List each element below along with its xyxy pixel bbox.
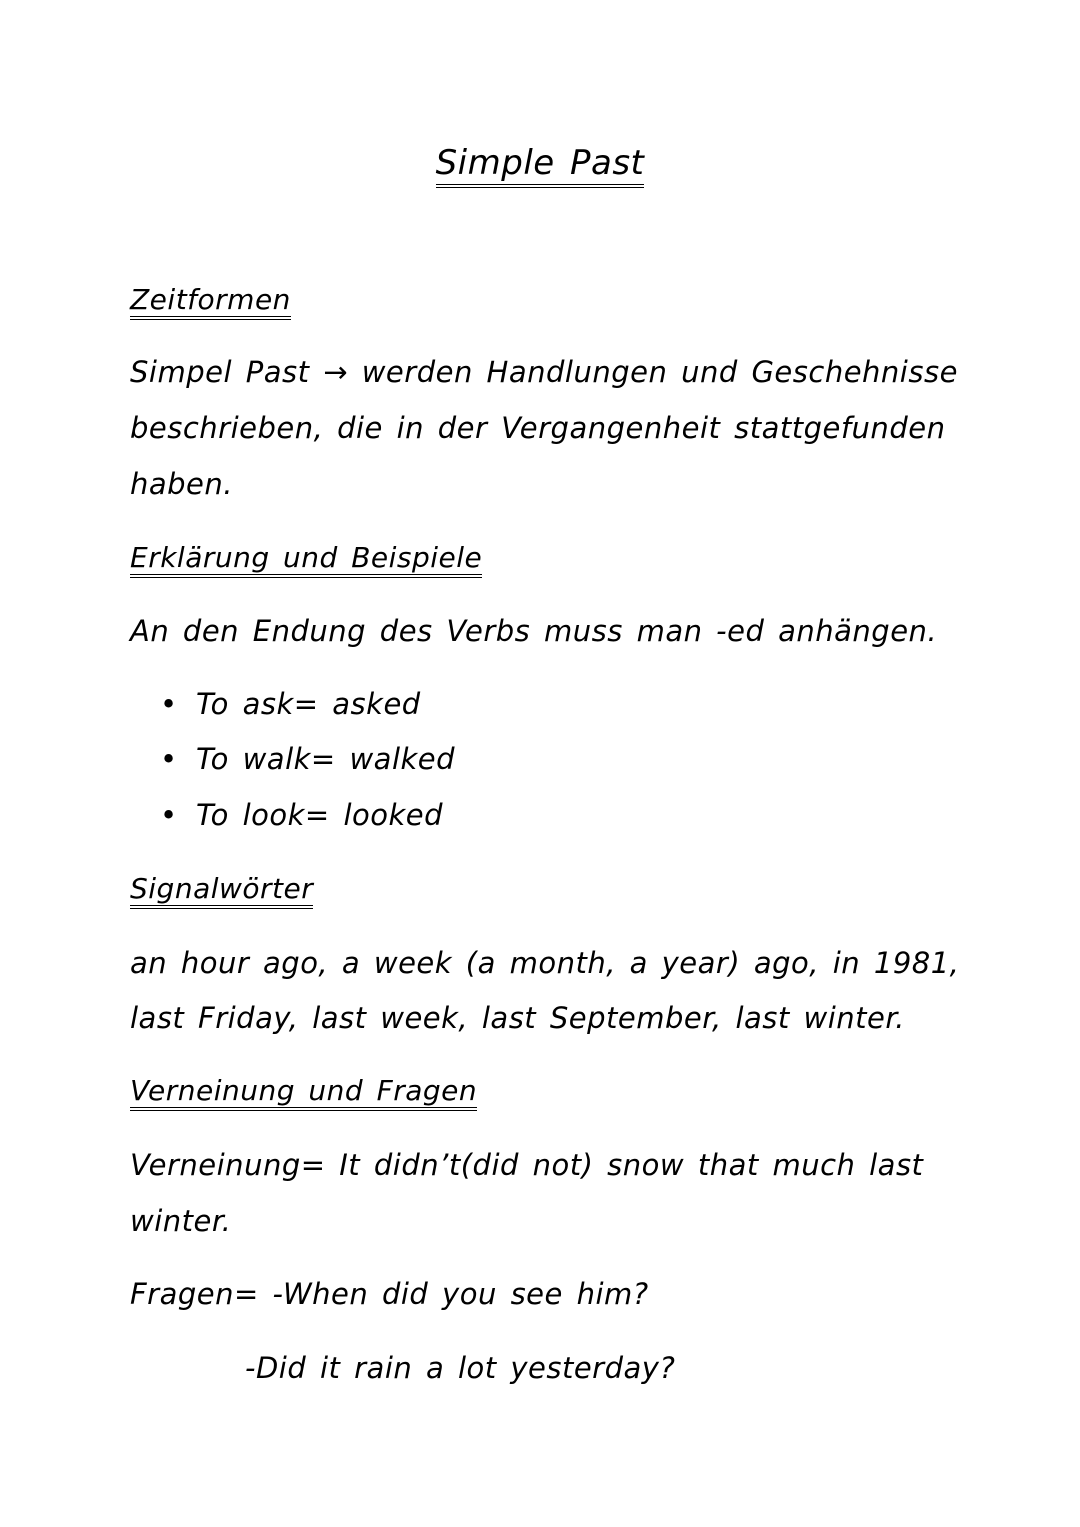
section-heading-zeitformen: Zeitformen — [130, 283, 291, 320]
list-item: • To walk= walked — [160, 742, 456, 776]
text-line: Verneinung= It didn’t(did not) snow that much last — [130, 1148, 924, 1182]
text-line: Simpel Past → werden Handlungen und Geschehnisse — [130, 355, 958, 389]
text-line: last Friday, last week, last September, last winter. — [130, 1001, 905, 1035]
text-line: winter. — [130, 1204, 232, 1238]
text-line: An den Endung des Verbs muss man -ed anhängen. — [130, 614, 938, 648]
section-heading-verneinung: Verneinung und Fragen — [130, 1074, 477, 1111]
page-title — [0, 143, 1080, 188]
page-title-text: Simple Past — [436, 146, 645, 188]
bullet-icon: • — [160, 798, 178, 832]
question-line: -Did it rain a lot yesterday? — [245, 1351, 676, 1385]
text-line: an hour ago, a week (a month, a year) ago, in 1981, — [130, 946, 960, 980]
question-line: Fragen= -When did you see him? — [130, 1277, 649, 1311]
text-line: beschrieben, die in der Vergangenheit stattgefunden — [130, 411, 946, 445]
bullet-icon: • — [160, 687, 178, 721]
list-item: • To ask= asked — [160, 687, 421, 721]
list-item: • To look= looked — [160, 798, 444, 832]
section-heading-erklaerung: Erklärung und Beispiele — [130, 541, 482, 578]
text-line: haben. — [130, 467, 233, 501]
bullet-icon: • — [160, 742, 178, 776]
section-heading-signalwoerter: Signalwörter — [130, 872, 313, 909]
